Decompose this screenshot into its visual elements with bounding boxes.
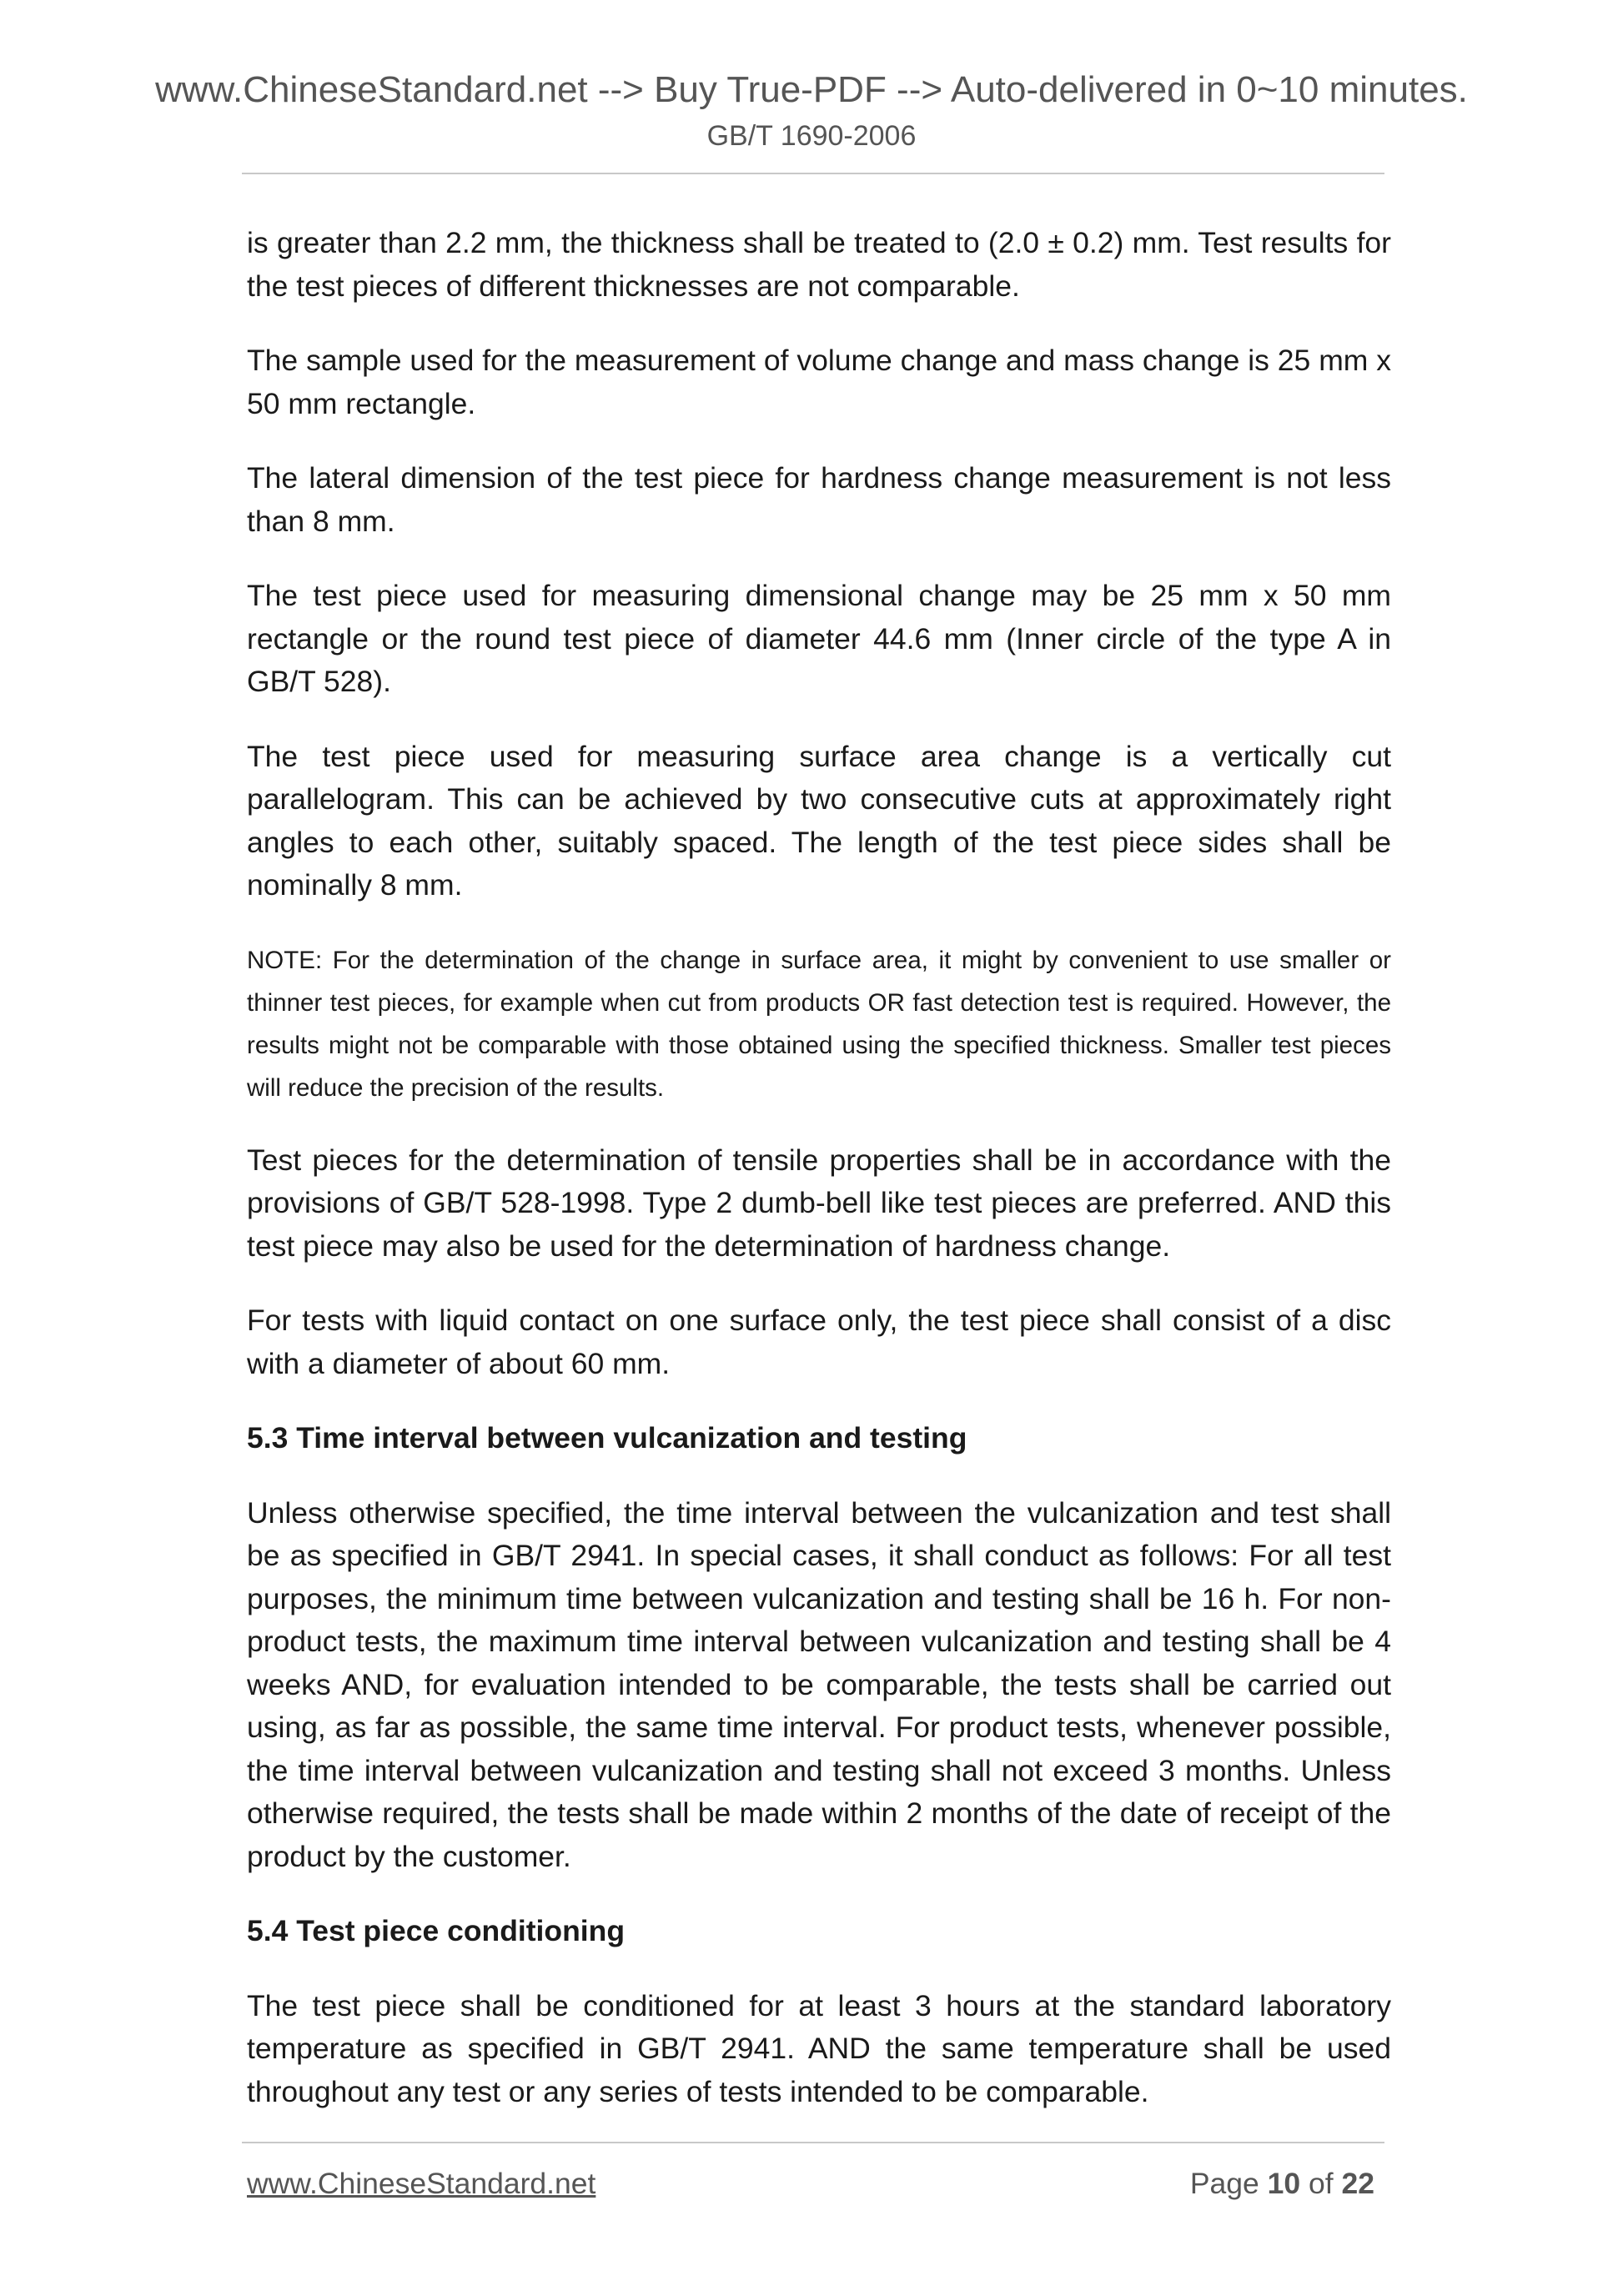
paragraph-one-surface-contact: For tests with liquid contact on one surface only, the test piece shall consist of a disc with a diameter of about 60 mm. <box>247 1304 1391 1380</box>
paragraph-time-interval: Unless otherwise specified, the time interval between the vulcanization and test shall be as specified in GB/T 2941. In special cases, it shall conduct as follows: For all test purposes, the minimum time between vulcanization and testing shall be 16 h. For non-product tests, the maximum time interval between vulcanization and testing shall be 4 weeks AND, for evaluation intended to be comparable, the tests shall be carried out using, as far as possible, the same time interval. For product tests, whenever possible, the time interval between vulcanization and testing shall not exceed 3 months. Unless otherwise required, the tests shall be made within 2 months of the date of receipt of the product by the customer. <box>247 1495 1391 1873</box>
footer-divider <box>242 2142 1384 2143</box>
page-body <box>247 222 1391 2145</box>
header-banner: www.ChineseStandard.net --> Buy True-PDF --> Auto-delivered in 0~10 minutes. <box>155 69 1468 110</box>
page-current: 10 <box>1267 2167 1301 2200</box>
note-surface-area: NOTE: For the determination of the change in surface area, it might by convenient to use smaller or thinner test pieces, for example when cut from products OR fast detection test is required. However, the results might not be comparable with those obtained using the specified thickness. Smaller test pieces will reduce the precision of the results. <box>247 946 1391 1102</box>
paragraph-conditioning: The test piece shall be conditioned for at least 3 hours at the standard laboratory temperature as specified in GB/T 2941. AND the same temperature shall be used throughout any test or any series of tests intended to be comparable. <box>247 1988 1391 2108</box>
document-code: GB/T 1690-2006 <box>706 120 917 152</box>
paragraph-surface-area: The test piece used for measuring surface area change is a vertically cut parallelogram. This can be achieved by two consecutive cuts at approximately right angles to each other, suitably spaced. The length of the test piece sides shall be nominally 8 mm. <box>247 739 1391 902</box>
paragraph-hardness-dimension: The lateral dimension of the test piece for hardness change measurement is not less than 8 mm. <box>247 461 1391 538</box>
page-word: Page <box>1189 2167 1259 2200</box>
page-total: 22 <box>1341 2167 1374 2200</box>
page-of-word: of <box>1309 2167 1334 2200</box>
paragraph-dimensional-change: The test piece used for measuring dimensional change may be 25 mm x 50 mm rectangle or the round test piece of diameter 44.6 mm (Inner circle of the type A in GB/T 528). <box>247 579 1391 698</box>
paragraph-thickness: is greater than 2.2 mm, the thickness shall be treated to (2.0 ± 0.2) mm. Test results for the test pieces of different thicknesses are not comparable. <box>247 226 1391 303</box>
page-footer <box>247 2163 1381 2204</box>
paragraph-volume-mass-sample: The sample used for the measurement of volume change and mass change is 25 mm x 50 mm rectangle. <box>247 344 1391 420</box>
header-divider <box>242 173 1384 174</box>
section-heading-5-3: 5.3 Time interval between vulcanization and testing <box>247 1421 967 1454</box>
page-number <box>1190 2163 1374 2204</box>
paragraph-tensile: Test pieces for the determination of tensile properties shall be in accordance with the provisions of GB/T 528-1998. Type 2 dumb-bell like test pieces are preferred. AND this test piece may also be used for the determination of hardness change. <box>247 1143 1391 1263</box>
footer-site-link[interactable]: www.ChineseStandard.net <box>247 2167 596 2200</box>
section-heading-5-4: 5.4 Test piece conditioning <box>247 1914 626 1947</box>
